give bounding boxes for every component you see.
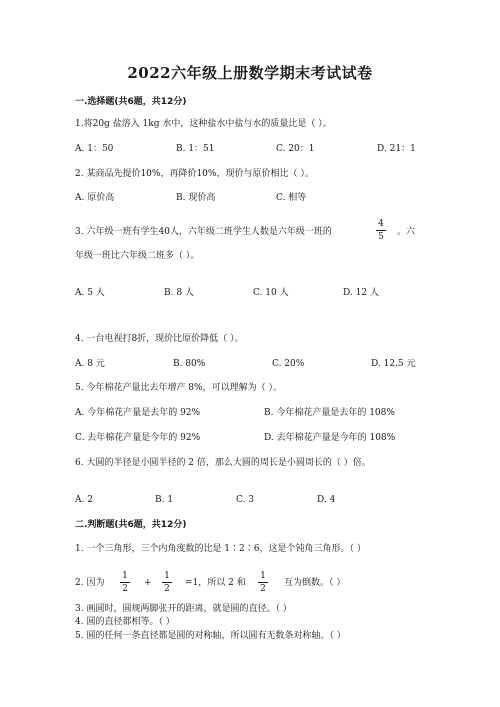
judgement-2-fraction-2 [162, 571, 172, 594]
question-2-option-a: A. 原价高 [75, 193, 115, 203]
question-4-option-c: C. 20% [272, 359, 305, 369]
judgement-2-middle: =1，所以 2 和 [185, 578, 246, 588]
fraction-bar [258, 582, 268, 583]
question-2-option-b: B. 现价高 [176, 193, 216, 203]
fraction-bar [162, 582, 172, 583]
question-5-option-d: D. 去年棉花产量是今年的 108% [264, 433, 396, 443]
page-title: 2022六年级上册数学期末考试试卷 [127, 64, 373, 82]
fraction-numerator: 1 [122, 571, 128, 581]
fraction-bar [376, 230, 386, 231]
fraction-denominator: 2 [122, 584, 128, 594]
question-3-stem-part3: 年级一班比六年级二班多（ ）。 [75, 251, 200, 261]
question-1-option-b: B. 1：51 [176, 144, 215, 154]
question-2-stem: 2. 某商品先提价10%，再降价10%，现价与原价相比（ ）。 [75, 169, 314, 179]
judgement-2-plus: + [144, 578, 152, 588]
question-4-option-d: D. 12.5 元 [371, 359, 416, 369]
question-5-stem: 5. 今年棉花产量比去年增产 8%，可以理解为（ ）。 [75, 383, 282, 393]
judgement-2-fraction-3 [258, 571, 268, 594]
judgement-2-prefix: 2. 因为 [75, 578, 105, 588]
judgement-4: 4. 圆的直径都相等。（ ） [75, 617, 175, 627]
fraction-bar [120, 582, 130, 583]
question-3-stem-part2: 。六 [397, 227, 416, 237]
question-3-option-b: B. 8 人 [164, 288, 194, 298]
question-4-option-a: A. 8 元 [75, 359, 105, 369]
question-1-stem: 1.将20g 盐溶入 1kg 水中，这种盐水中盐与水的质量比是（ ）。 [75, 119, 332, 129]
fraction-denominator: 5 [378, 232, 384, 242]
question-3-fraction [376, 219, 386, 242]
question-1-option-a: A. 1：50 [75, 144, 114, 154]
fraction-denominator: 2 [260, 584, 266, 594]
question-5-option-a: A. 今年棉花产量是去年的 92% [75, 408, 201, 418]
fraction-denominator: 2 [164, 584, 170, 594]
judgement-5: 5. 圆的任何一条直径都是圆的对称轴，所以圆有无数条对称轴。（ ） [75, 631, 346, 641]
question-3-option-c: C. 10 人 [253, 288, 289, 298]
judgement-2-suffix: 互为倒数。（ ） [284, 578, 346, 588]
question-6-option-a: A. 2 [75, 495, 93, 505]
judgement-1: 1. 一个三角形，三个内角度数的比是 1∶2∶6，这是个钝角三角形。（ ） [75, 544, 366, 554]
question-4-stem: 4. 一台电视打8折，现价比原价降低（ ）。 [75, 334, 244, 344]
question-6-option-c: C. 3 [236, 495, 255, 505]
fraction-numerator: 1 [260, 571, 266, 581]
fraction-numerator: 4 [378, 219, 384, 229]
question-3-stem-part1: 3. 六年级一班有学生40人，六年级二班学生人数是六年级一班的 [75, 227, 332, 237]
fraction-numerator: 1 [164, 571, 170, 581]
question-5-option-b: B. 今年棉花产量是去年的 108% [264, 408, 395, 418]
question-3-option-a: A. 5 人 [75, 288, 105, 298]
question-6-stem: 6. 大圆的半径是小圆半径的 2 倍，那么大圆的周长是小圆周长的（ ）倍。 [75, 458, 371, 468]
question-5-option-c: C. 去年棉花产量是今年的 92% [75, 433, 201, 443]
section-heading-choice: 一.选择题(共6题，共12分) [75, 97, 187, 107]
judgement-3: 3. 画圆时，圆规两脚张开的距离，就是圆的直径。（ ） [75, 604, 292, 614]
question-3-option-d: D. 12 人 [343, 288, 379, 298]
question-6-option-d: D. 4 [317, 495, 336, 505]
question-2-option-c: C. 相等 [276, 193, 307, 203]
question-1-option-d: D. 21：1 [377, 144, 416, 154]
question-6-option-b: B. 1 [155, 495, 174, 505]
section-heading-judgement: 二.判断题(共6题，共12分) [75, 520, 187, 530]
judgement-2-fraction-1 [120, 571, 130, 594]
question-1-option-c: C. 20：1 [276, 144, 315, 154]
question-4-option-b: B. 80% [173, 359, 206, 369]
